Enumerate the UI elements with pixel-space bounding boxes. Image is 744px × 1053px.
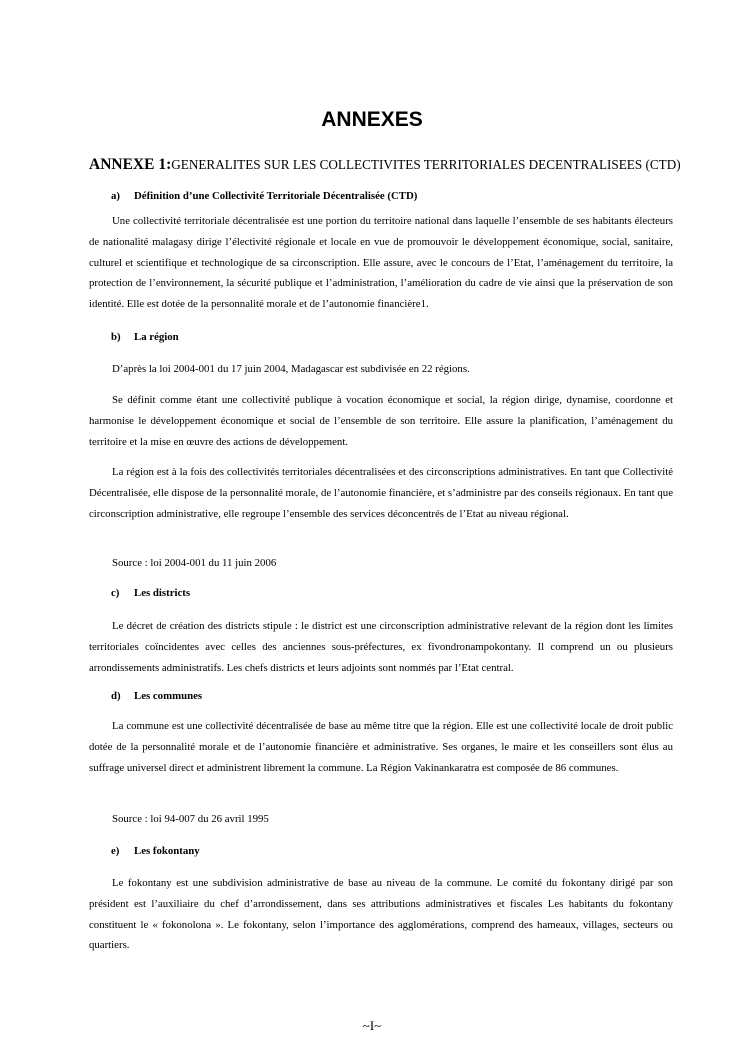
section-letter: b) <box>111 331 121 343</box>
paragraph-communes: La commune est une collectivité décentralisée de base au même titre que la région. Elle est une collectivité locale de droit public dotée de la personnalité morale et de l’autonomie financière et administrative. Ses organes, le maire et les conseillers sont élus au suffrage universel direct et administrent librement la commune. La Région Vakinankaratra est composée de 86 communes. <box>89 720 673 774</box>
paragraph-region-role: La région est à la fois des collectivités territoriales décentralisées et des circonscriptions administratives. En tant que Collectivité Décentralisée, elle dispose de la personnalité morale, de l’autonomie financière, et s’administre par des conseils régionaux. En tant que circonscription administrative, elle regroupe l’ensemble des services déconcentrés de l’Etat au niveau régional. <box>89 466 673 520</box>
paragraph-region-law: D’après la loi 2004-001 du 17 juin 2004, Madagascar est subdivisée en 22 régions. <box>112 363 470 375</box>
annex-title: GENERALITES SUR LES COLLECTIVITES TERRITORIALES DECENTRALISEES (CTD) <box>171 157 681 172</box>
paragraph-region-definition: Se définit comme étant une collectivité publique à vocation économique et social, la région dirige, dynamise, coordonne et harmonise le développement économique et social de l’ensemble de son territoire. Elle assure la planification, l’aménagement du territoire et la mise en œuvre des actions de développement. <box>89 394 673 448</box>
page-title: ANNEXES <box>321 108 423 131</box>
section-heading-a <box>111 190 417 202</box>
section-letter: a) <box>111 190 120 202</box>
paragraph-region-source: Source : loi 2004-001 du 11 juin 2006 <box>112 557 277 569</box>
section-letter: d) <box>111 690 121 702</box>
section-title: La région <box>134 331 179 343</box>
section-title: Les fokontany <box>134 845 200 857</box>
section-heading-d <box>111 690 202 702</box>
annex-heading <box>89 156 681 174</box>
section-title: Définition d’une Collectivité Territoriale Décentralisée (CTD) <box>134 190 418 202</box>
annex-label: ANNEXE 1: <box>89 156 172 173</box>
section-heading-c <box>111 587 190 599</box>
page-number: ~I~ <box>362 1018 382 1033</box>
paragraph-districts: Le décret de création des districts stipule : le district est une circonscription administrative relevant de la région dont les limites territoriales coïncidentes avec celles des anciennes sous-préfectures, ex fivondronampokontany. Il comprend un ou plusieurs arrondissements administratifs. Les chefs districts et leurs adjoints sont nommés par l’Etat central. <box>89 620 673 674</box>
section-heading-b <box>111 331 179 343</box>
section-letter: c) <box>111 587 120 599</box>
section-title: Les districts <box>134 587 191 599</box>
paragraph-fokontany: Le fokontany est une subdivision administrative de base au niveau de la commune. Le comité du fokontany dirigé par son président est l’auxiliaire du chef d’arrondissement, dans ses attributions administratives et fiscales Les habitants du fokontany constituent le « fokonolona ». Le fokontany, selon l’importance des agglomérations, comprend des hameaux, villages, secteurs ou quartiers. <box>89 877 673 952</box>
section-letter: e) <box>111 845 120 857</box>
section-title: Les communes <box>134 690 203 702</box>
paragraph-communes-source: Source : loi 94-007 du 26 avril 1995 <box>112 813 269 825</box>
paragraph-ctd-definition: Une collectivité territoriale décentralisée est une portion du territoire national dans laquelle l’ensemble de ses habitants électeurs de nationalité malagasy dirige l’électivité régionale et locale en vue de promouvoir le développement économique, social, sanitaire, culturel et scientifique et technologique de sa circonscription. Elle assure, avec le concours de l’Etat, l’aménagement du territoire, la protection de l’environnement, la sécurité publique et l’administration, l’amélioration du cadre de vie ainsi que la préservation de son identité. Elle est dotée de la personnalité morale et de l’autonomie financière1. <box>89 215 673 311</box>
section-heading-e <box>111 845 200 857</box>
